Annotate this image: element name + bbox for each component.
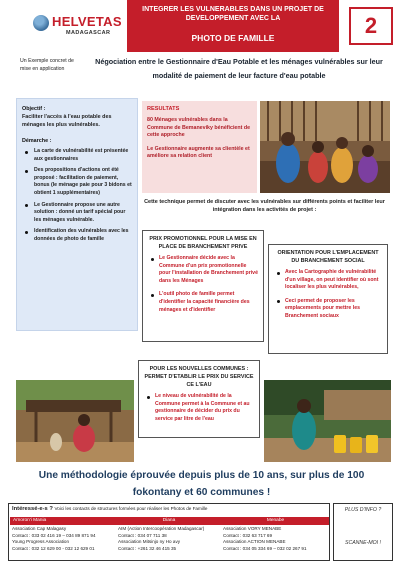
region-header: Menabe xyxy=(222,517,329,525)
new-communes-item: Le niveau de vulnérabilité de la Commune permet à la Commune et au gestionnaire de décider du prix du service par litre de l'eau xyxy=(144,393,254,423)
results-heading: RESULTATS xyxy=(147,106,180,112)
contact-line: AIM (Action Intercoopération Madagascar) xyxy=(118,526,205,531)
region-contacts xyxy=(223,526,329,552)
promo-price-item: L'outil photo de famille permet d'identifier la capacité financière des ménages et d'identifier xyxy=(148,291,258,314)
contact-line: Contact : 032 63 717 69 xyxy=(223,532,273,538)
approach-item: Des propositions d'actions ont été proposé : facilitation de paiement, bonus (le ménage paie pour 3 bidons et obtient 1 supplémentaires) xyxy=(22,167,132,197)
approach-list xyxy=(22,148,132,244)
approach-heading: Démarche : xyxy=(22,138,52,144)
region-contacts xyxy=(118,526,222,552)
banner-subtitle: PHOTO DE FAMILLE xyxy=(191,33,275,43)
orientation-item: Avec la Cartographie de vulnérabilité d'un village, on peut identifier où sont localiser les plus vulnérables, xyxy=(274,269,382,292)
tagline: Une méthodologie éprouvée depuis plus de 10 ans, sur plus de 100 fokontany et 60 communes ! xyxy=(38,470,365,498)
region-header: Diana xyxy=(116,517,222,525)
logo-brand-name: HELVETAS xyxy=(52,14,122,29)
contact-line: Contact : 034 05 334 69 – 032 02 267 91 xyxy=(223,545,307,551)
new-communes-list xyxy=(144,393,254,423)
contact-line: Association Cap Malagasy xyxy=(12,526,67,531)
contact-line: Contact : 032 12 629 00 - 032 12 629 01 xyxy=(12,545,95,551)
more-info-label: PLUS D'INFO ? xyxy=(344,507,382,513)
contact-line: Young Progress Association xyxy=(12,539,70,545)
contact-line: Contact : 034 07 711 38 xyxy=(118,532,167,538)
approach-item: Identification des vulnérables avec les données de photo de famille xyxy=(22,228,132,243)
contact-line: Association ACTION MENABE xyxy=(223,539,286,545)
technique-text: Cette technique permet de discuter avec les vulnérables sur différents points et faciliter leur intégration dans les activités de projet : xyxy=(144,199,385,213)
promo-price-box xyxy=(142,230,264,342)
logo-country: MADAGASCAR xyxy=(66,30,111,36)
family-photo xyxy=(260,101,390,193)
helvetas-logo xyxy=(33,12,122,40)
page-number: 2 xyxy=(349,7,393,45)
globe-icon xyxy=(33,15,49,31)
promo-price-list xyxy=(148,255,258,314)
contacts-note: Voici les contacts de structures formées pour réaliser les Photos de Famille xyxy=(54,506,208,511)
banner-title: INTEGRER LES VULNERABLES DANS UN PROJET DE DEVELOPPEMENT AVEC LA xyxy=(142,6,324,22)
village-photo xyxy=(16,380,134,462)
contact-line: Association Mitsinjo ny Ho avy xyxy=(118,539,181,545)
contacts-heading-line xyxy=(12,506,207,512)
results-text-1: 80 Ménages vulnérables dans la Commune de Bemaneviky bénéficient de cette approche xyxy=(147,117,251,139)
contacts-footer xyxy=(8,503,330,561)
orientation-box xyxy=(268,244,388,354)
header-banner xyxy=(127,0,339,52)
contact-line: Contact : 033 02 416 19 – 034 89 871 94 xyxy=(12,532,96,538)
main-title: Négociation entre le Gestionnaire d'Eau Potable et les ménages vulnérables sur leur modalité de paiement de leur facture d'eau potable xyxy=(95,57,383,80)
objective-text: Faciliter l'accès à l'eau potable des ménages les plus vulnérables. xyxy=(22,114,112,128)
contact-line: Association VORY MENABE xyxy=(223,526,282,531)
promo-price-heading: PRIX PROMOTIONNEL POUR LA MISE EN PLACE DE BRANCHEMENT PRIVE xyxy=(149,236,257,250)
qr-box[interactable] xyxy=(333,503,393,561)
new-communes-box xyxy=(138,360,260,438)
new-communes-heading: POUR LES NOUVELLES COMMUNES : PERMET D'ETABLIR LE PRIX DU SERVICE CE L'EAU xyxy=(144,366,254,388)
objective-panel xyxy=(16,98,138,331)
orientation-heading: ORIENTATION POUR L'EMPLACEMENT DU BRANCHEMENT SOCIAL xyxy=(277,250,379,264)
approach-item: Le Gestionnaire propose une autre solution : donné un tarif spécial pour les ménages vulnérable. xyxy=(22,202,132,225)
region-contacts xyxy=(12,526,116,552)
promo-price-item: Le Gestionnaire décide avec la Commune d'un prix promotionnelle pour l'installation de Branchement privé dans les Ménages xyxy=(148,255,258,285)
contact-line: Contact : +261 32 46 415 35 xyxy=(118,545,177,551)
objective-heading: Objectif : xyxy=(22,106,46,112)
results-box xyxy=(142,101,257,193)
contacts-heading: Intéressé-e-s ? xyxy=(12,506,53,512)
scan-me-label: SCANNE-MOI ! xyxy=(344,540,382,546)
orientation-list xyxy=(274,269,382,321)
region-header: Amoron'i Mania xyxy=(10,517,116,525)
approach-item: La carte de vulnérabilité est présentée aux gestionnaires xyxy=(22,148,132,163)
results-text-2: Le Gestionnaire augmente sa clientèle et améliore sa relation client xyxy=(147,145,250,160)
example-label: Un Exemple concret de mise en application xyxy=(20,58,74,72)
orientation-item: Ceci permet de proposer les emplacements pour mettre les Branchement sociaux xyxy=(274,298,382,321)
water-point-photo xyxy=(264,380,391,462)
